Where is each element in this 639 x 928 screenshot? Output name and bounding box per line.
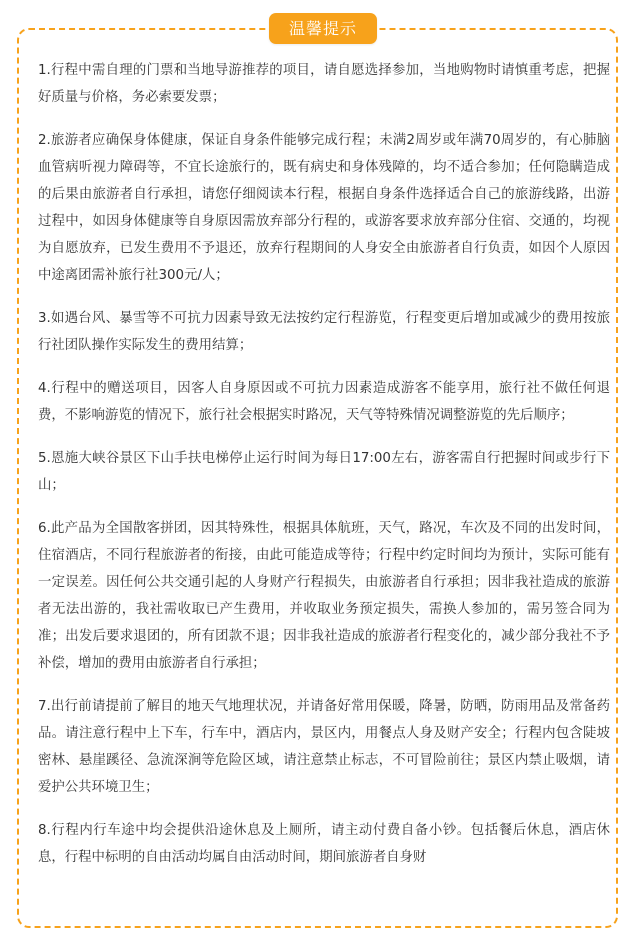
notice-item-2: 2.旅游者应确保身体健康，保证自身条件能够完成行程；未满2周岁或年满70周岁的，有心肺脑血管病听视力障碍等，不宜长途旅行的，既有病史和身体残障的，均不适合参加；任何隐瞒造成的后果由旅游者自行承担，请您仔细阅读本行程，根据自身条件选择适合自己的旅游线路，出游过程中，如因身体健康等自身原因需放弃部分行程的，或游客要求放弃部分住宿、交通的，均视为自愿放弃，已发生费用不予退还，放弃行程期间的人身安全由旅游者自行负责，如因个人原因中途离团需补旅行社300元/人； (38, 133, 610, 283)
notice-title: 温馨提示 (269, 13, 377, 44)
notice-content (38, 57, 610, 887)
notice-item-3: 3.如遇台风、暴雪等不可抗力因素导致无法按约定行程游览，行程变更后增加或减少的费用按旅行社团队操作实际发生的费用结算； (38, 311, 610, 353)
notice-item-5: 5.恩施大峡谷景区下山手扶电梯停止运行时间为每日17:00左右，游客需自行把握时间或步行下山； (38, 451, 610, 493)
notice-item-1: 1.行程中需自理的门票和当地导游推荐的项目，请自愿选择参加，当地购物时请慎重考虑，把握好质量与价格，务必索要发票； (38, 63, 610, 105)
notice-item-7: 7.出行前请提前了解目的地天气地理状况，并请备好常用保暖，降暑，防晒，防雨用品及常备药品。请注意行程中上下车，行车中，酒店内，景区内，用餐点人身及财产安全；行程内包含陡坡密林、悬崖蹊径、急流深涧等危险区域，请注意禁止标志，不可冒险前往；景区内禁止吸烟，请爱护公共环境卫生； (38, 699, 610, 795)
notice-item-6: 6.此产品为全国散客拼团，因其特殊性，根据具体航班，天气，路况，车次及不同的出发时间，住宿酒店，不同行程旅游者的衔接，由此可能造成等待；行程中约定时间均为预计，实际可能有一定误差。因任何公共交通引起的人身财产行程损失，由旅游者自行承担；因非我社造成的旅游者无法出游的，我社需收取已产生费用，并收取业务预定损失，需换人参加的，需另签合同为准；出发后要求退团的，所有团款不退；因非我社造成的旅游者行程变化的，减少部分我社不予补偿，增加的费用由旅游者自行承担； (38, 521, 610, 671)
notice-item-8: 8.行程内行车途中均会提供沿途休息及上厕所，请主动付费自备小钞。包括餐后休息，酒店休息，行程中标明的自由活动均属自由活动时间，期间旅游者自身财 (38, 823, 610, 865)
notice-item-4: 4.行程中的赠送项目，因客人自身原因或不可抗力因素造成游客不能享用，旅行社不做任何退费，不影响游览的情况下，旅行社会根据实时路况，天气等特殊情况调整游览的先后顺序； (38, 381, 610, 423)
